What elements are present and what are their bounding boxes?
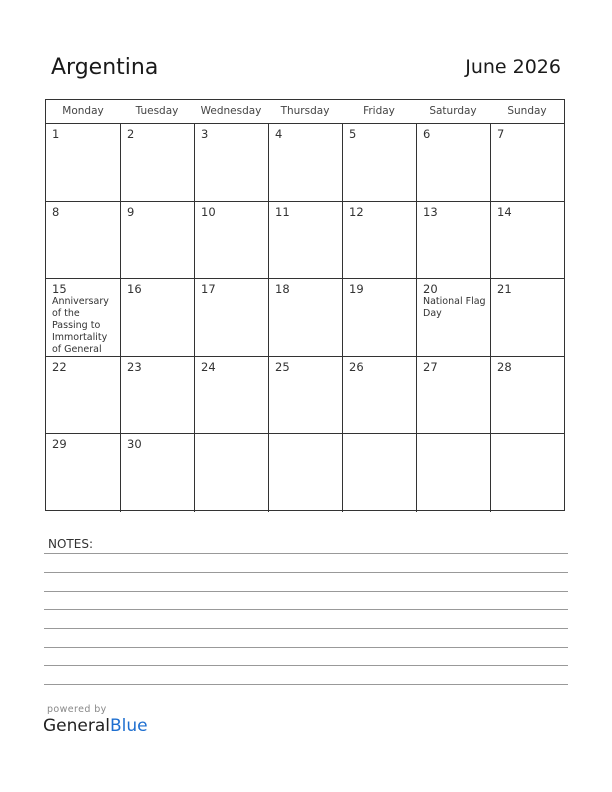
day-cell bbox=[342, 202, 416, 280]
day-cell bbox=[46, 434, 120, 512]
weekday-header-sunday: Sunday bbox=[507, 105, 547, 117]
day-cell bbox=[268, 434, 342, 512]
brand-general: General bbox=[43, 716, 110, 736]
day-number: 1 bbox=[52, 127, 60, 141]
note-line bbox=[44, 553, 568, 554]
day-number: 2 bbox=[127, 127, 135, 141]
note-line bbox=[44, 572, 568, 573]
day-number: 10 bbox=[201, 204, 216, 219]
day-number: 8 bbox=[52, 204, 60, 219]
day-cell bbox=[490, 202, 564, 280]
day-cell bbox=[268, 279, 342, 357]
day-number: 11 bbox=[275, 204, 290, 219]
day-cell bbox=[194, 202, 268, 280]
day-number: 3 bbox=[201, 127, 209, 141]
day-cell bbox=[490, 279, 564, 357]
day-cell bbox=[342, 434, 416, 512]
weekday-header-wednesday: Wednesday bbox=[200, 105, 262, 117]
day-cell bbox=[268, 357, 342, 435]
calendar-grid bbox=[45, 99, 565, 511]
day-cell bbox=[490, 434, 564, 512]
day-number: 19 bbox=[349, 282, 364, 297]
day-cell bbox=[342, 124, 416, 202]
powered-by-text: powered by bbox=[47, 704, 107, 715]
generalblue-logo bbox=[43, 716, 148, 736]
brand-blue: Blue bbox=[110, 716, 148, 736]
weekday-header-saturday: Saturday bbox=[429, 105, 477, 117]
day-number: 7 bbox=[497, 127, 505, 141]
day-number: 6 bbox=[423, 127, 431, 141]
day-cell bbox=[416, 279, 490, 357]
day-cell bbox=[268, 202, 342, 280]
day-number: 16 bbox=[127, 282, 142, 297]
day-cell bbox=[120, 434, 194, 512]
note-line bbox=[44, 591, 568, 592]
day-number: 30 bbox=[127, 437, 142, 452]
month-title: June 2026 bbox=[465, 56, 561, 78]
day-cell bbox=[120, 357, 194, 435]
day-number: 15 bbox=[52, 282, 67, 297]
day-number: 27 bbox=[423, 359, 438, 374]
day-cell bbox=[342, 357, 416, 435]
day-number: 17 bbox=[201, 282, 216, 297]
day-number: 22 bbox=[52, 359, 67, 374]
day-cell bbox=[194, 124, 268, 202]
day-number: 26 bbox=[349, 359, 364, 374]
day-number: 20 bbox=[423, 282, 438, 297]
note-line bbox=[44, 609, 568, 610]
day-number: 4 bbox=[275, 127, 283, 141]
day-cell bbox=[194, 357, 268, 435]
note-line bbox=[44, 647, 568, 648]
day-number: 29 bbox=[52, 437, 67, 452]
notes-label: NOTES: bbox=[48, 537, 93, 551]
weekday-header-thursday: Thursday bbox=[280, 105, 330, 117]
note-line bbox=[44, 665, 568, 666]
day-cell bbox=[490, 124, 564, 202]
day-cell bbox=[120, 202, 194, 280]
day-number: 12 bbox=[349, 204, 364, 219]
day-cell bbox=[120, 279, 194, 357]
day-number: 5 bbox=[349, 127, 357, 141]
day-cell bbox=[46, 357, 120, 435]
day-number: 25 bbox=[275, 359, 290, 374]
day-cell bbox=[416, 202, 490, 280]
note-line bbox=[44, 684, 568, 685]
day-cell bbox=[268, 124, 342, 202]
day-cell bbox=[416, 434, 490, 512]
day-cell bbox=[416, 124, 490, 202]
day-number: 14 bbox=[497, 204, 512, 219]
day-cell bbox=[342, 279, 416, 357]
day-cell bbox=[490, 357, 564, 435]
day-number: 21 bbox=[497, 282, 512, 297]
day-number: 18 bbox=[275, 282, 290, 297]
day-cell bbox=[46, 279, 120, 357]
day-cell bbox=[120, 124, 194, 202]
holiday-label: Anniversary of the Passing to Immortality of General bbox=[52, 296, 109, 355]
holiday-label: National Flag Day bbox=[423, 296, 486, 320]
weekday-header-tuesday: Tuesday bbox=[135, 105, 179, 117]
country-title: Argentina bbox=[51, 55, 159, 80]
day-number: 13 bbox=[423, 204, 438, 219]
day-cell bbox=[46, 124, 120, 202]
day-number: 28 bbox=[497, 359, 512, 374]
day-cell bbox=[194, 279, 268, 357]
day-cell bbox=[416, 357, 490, 435]
day-cell bbox=[46, 202, 120, 280]
weekday-header-friday: Friday bbox=[363, 105, 395, 117]
day-number: 24 bbox=[201, 359, 216, 374]
weekday-header-monday: Monday bbox=[62, 105, 104, 117]
day-number: 23 bbox=[127, 359, 142, 374]
day-cell bbox=[194, 434, 268, 512]
note-line bbox=[44, 628, 568, 629]
weekday-header-row bbox=[46, 100, 564, 124]
day-number: 9 bbox=[127, 204, 135, 219]
